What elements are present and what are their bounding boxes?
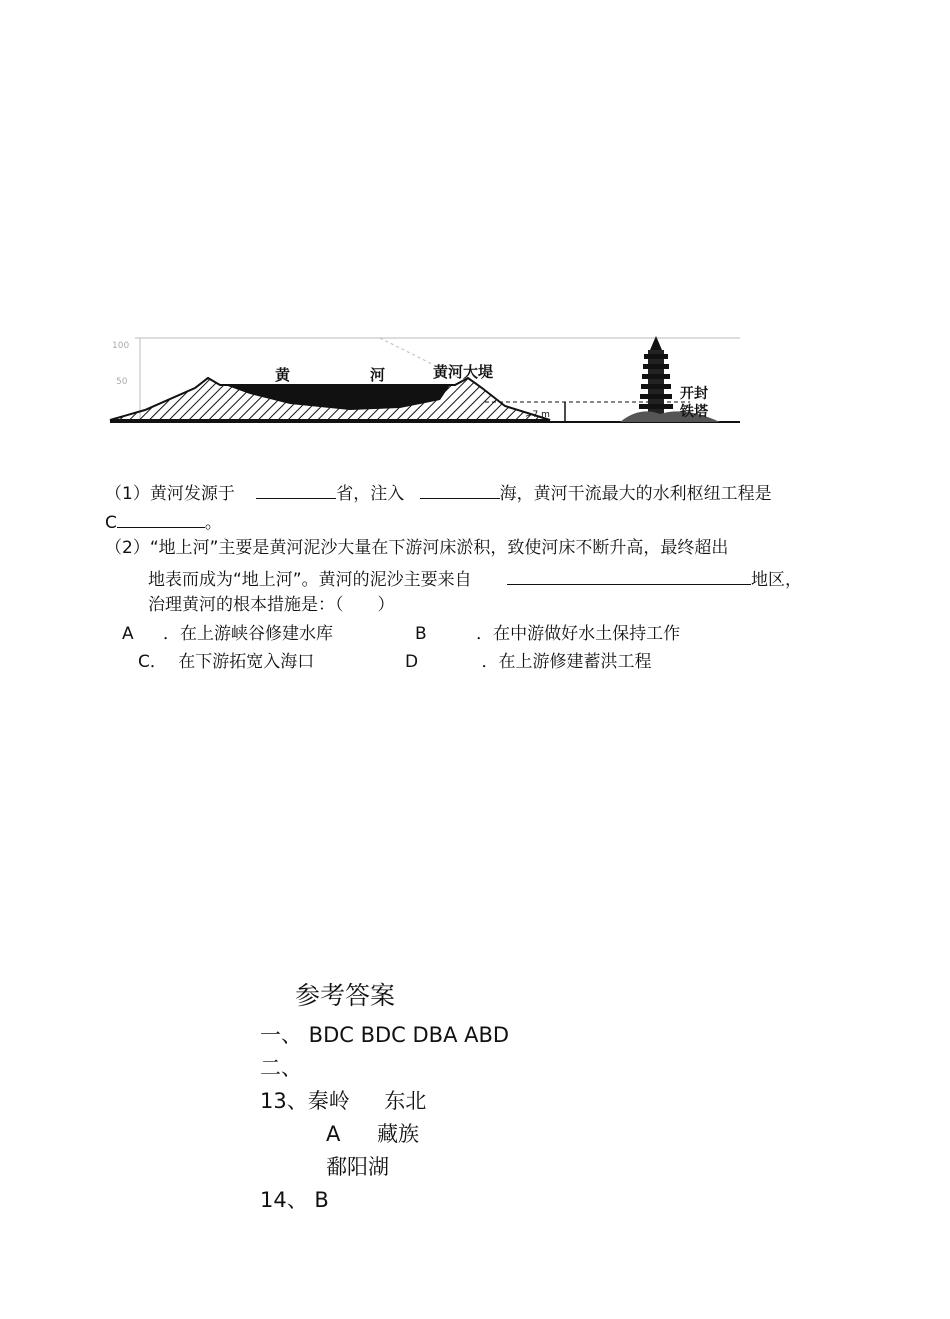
label-river-2: 河 <box>370 366 386 384</box>
question-2-line-3: 治理黄河的根本措施是：（ ） <box>148 595 395 615</box>
q1-mid2: 海，黄河干流最大的水利枢纽工程是 <box>499 484 772 504</box>
answers-line-6: 14、 B <box>260 1188 329 1212</box>
q1-line2-end: 。 <box>204 513 222 533</box>
tick-100: 100 <box>112 341 130 351</box>
option-c[interactable] <box>138 651 314 673</box>
option-d-letter: D <box>405 652 419 672</box>
q2-line2-start: 地表而成为“地上河”。黄河的泥沙主要来自 <box>148 570 472 590</box>
q2-line2-end: 地区， <box>751 570 803 590</box>
q1-mid1: 省，注入 <box>336 484 405 504</box>
yellow-river-cross-section-diagram <box>100 330 760 440</box>
answers-line-4-b: 藏族 <box>377 1122 420 1146</box>
option-d[interactable] <box>405 651 652 673</box>
option-a-text: ．在上游峡谷修建水库 <box>163 624 334 644</box>
option-b-text: ．在中游做好水土保持工作 <box>476 624 681 644</box>
option-b[interactable] <box>415 623 680 645</box>
answers-line-3 <box>260 1088 426 1114</box>
question-2-line-1: （2）“地上河”主要是黄河泥沙大量在下游河床淤积，致使河床不断升高，最终超出 <box>105 538 729 558</box>
answers-line-4-a: A <box>326 1122 341 1146</box>
question-1-line-1 <box>105 480 772 505</box>
label-tower-1: 开封 <box>680 386 708 402</box>
q1-blank-sea[interactable] <box>420 480 500 499</box>
answers-line-4 <box>326 1121 419 1147</box>
label-river-1: 黄 <box>275 366 291 384</box>
height-label: >7 m <box>525 410 550 420</box>
option-a[interactable] <box>122 623 333 645</box>
question-1-line-2 <box>105 509 222 534</box>
question-2-line-2 <box>148 566 802 591</box>
option-a-letter: A <box>122 624 134 644</box>
option-b-letter: B <box>415 624 427 644</box>
tick-50: 50 <box>116 377 128 387</box>
q1-blank-province[interactable] <box>256 480 336 499</box>
q1-prefix: （1）黄河发源于 <box>105 484 235 504</box>
answers-line-5: 鄱阳湖 <box>326 1155 389 1179</box>
option-c-letter: C． <box>138 652 167 672</box>
q1-line2-start: C <box>105 513 117 533</box>
answers-title: 参考答案 <box>295 981 396 1010</box>
answers-line-2: 二、 <box>260 1056 302 1080</box>
label-dike: 黄河大堤 <box>433 363 494 381</box>
answers-line-3-b: 东北 <box>384 1089 427 1113</box>
answers-line-3-a: 13、秦岭 <box>260 1089 350 1113</box>
option-c-text: 在下游拓宽入海口 <box>178 652 315 672</box>
option-d-text: ．在上游修建蓄洪工程 <box>481 652 652 672</box>
q2-blank-region[interactable] <box>507 566 751 585</box>
q1-blank-project[interactable] <box>117 509 205 528</box>
label-tower-2: 铁塔 <box>680 404 708 420</box>
answers-line-1: 一、 BDC BDC DBA ABD <box>260 1023 510 1047</box>
